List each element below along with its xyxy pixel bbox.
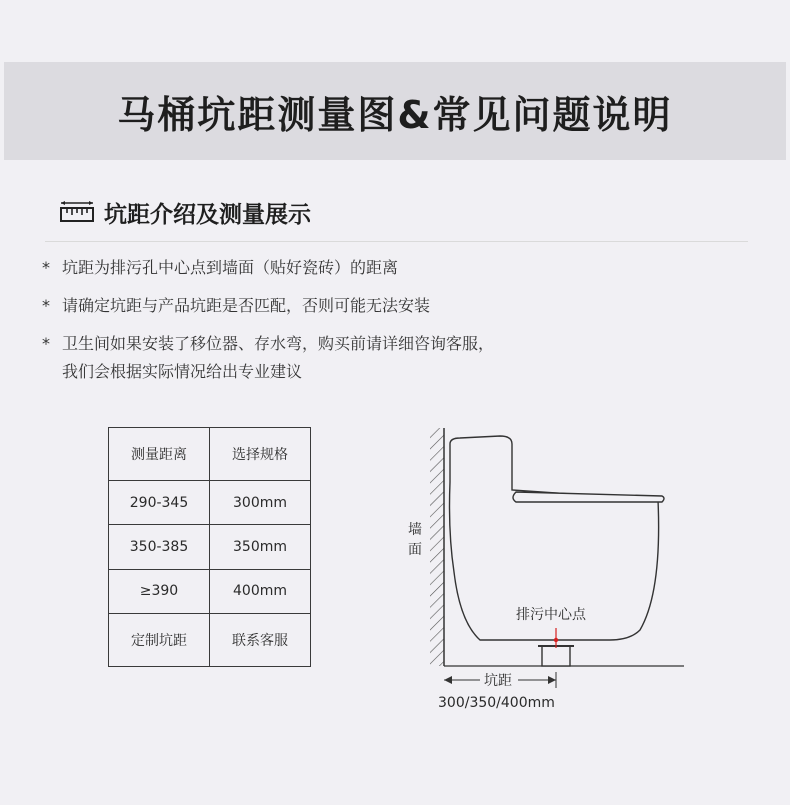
outlet-center-dot [554,638,558,642]
note-item [42,330,762,386]
table-row [109,525,311,569]
asterisk-icon: * [42,296,50,315]
wall-hatch [430,428,444,666]
table-row [109,481,311,525]
page-title: 马桶坑距测量图&常见问题说明 [117,92,673,137]
ruler-icon [60,201,94,223]
note-text: 我们会根据实际情况给出专业建议 [62,362,303,381]
wall-label: 面 [408,542,422,558]
table-cell: 联系客服 [210,613,311,666]
table-header-row [109,428,311,481]
wall-label: 墙 [408,522,422,538]
table-cell: 290-345 [109,481,210,525]
outlet-pipe [542,646,570,666]
table-cell: 350mm [210,525,311,569]
table-row [109,569,311,613]
table-row [109,613,311,666]
note-text: 卫生间如果安装了移位器、存水弯，购买前请详细咨询客服， [62,334,495,353]
arrow-right-icon [548,676,556,684]
table-cell: 300mm [210,481,311,525]
note-item [42,292,762,320]
table-header: 选择规格 [210,428,311,481]
asterisk-icon: * [42,258,50,277]
asterisk-icon: * [42,334,50,353]
table-cell: 定制坑距 [109,613,210,666]
table-header: 测量距离 [109,428,210,481]
section-title: 坑距介绍及测量展示 [104,201,311,228]
spec-table [108,427,311,667]
table-cell: 400mm [210,569,311,613]
notes-list [42,254,762,396]
toilet-lid [513,492,664,502]
title-banner [4,62,786,160]
outlet-label: 排污中心点 [516,607,586,623]
sizes-label: 300/350/400mm [438,695,555,711]
distance-label: 坑距 [484,673,512,689]
note-text: 请确定坑距与产品坑距是否匹配，否则可能无法安装 [62,296,431,315]
arrow-left-icon [444,676,452,684]
table-cell: ≥390 [109,569,210,613]
toilet-diagram [400,422,700,722]
table-cell: 350-385 [109,525,210,569]
note-item [42,254,762,282]
section-header [60,192,311,232]
divider [45,241,748,242]
note-text: 坑距为排污孔中心点到墙面（贴好瓷砖）的距离 [62,258,399,277]
